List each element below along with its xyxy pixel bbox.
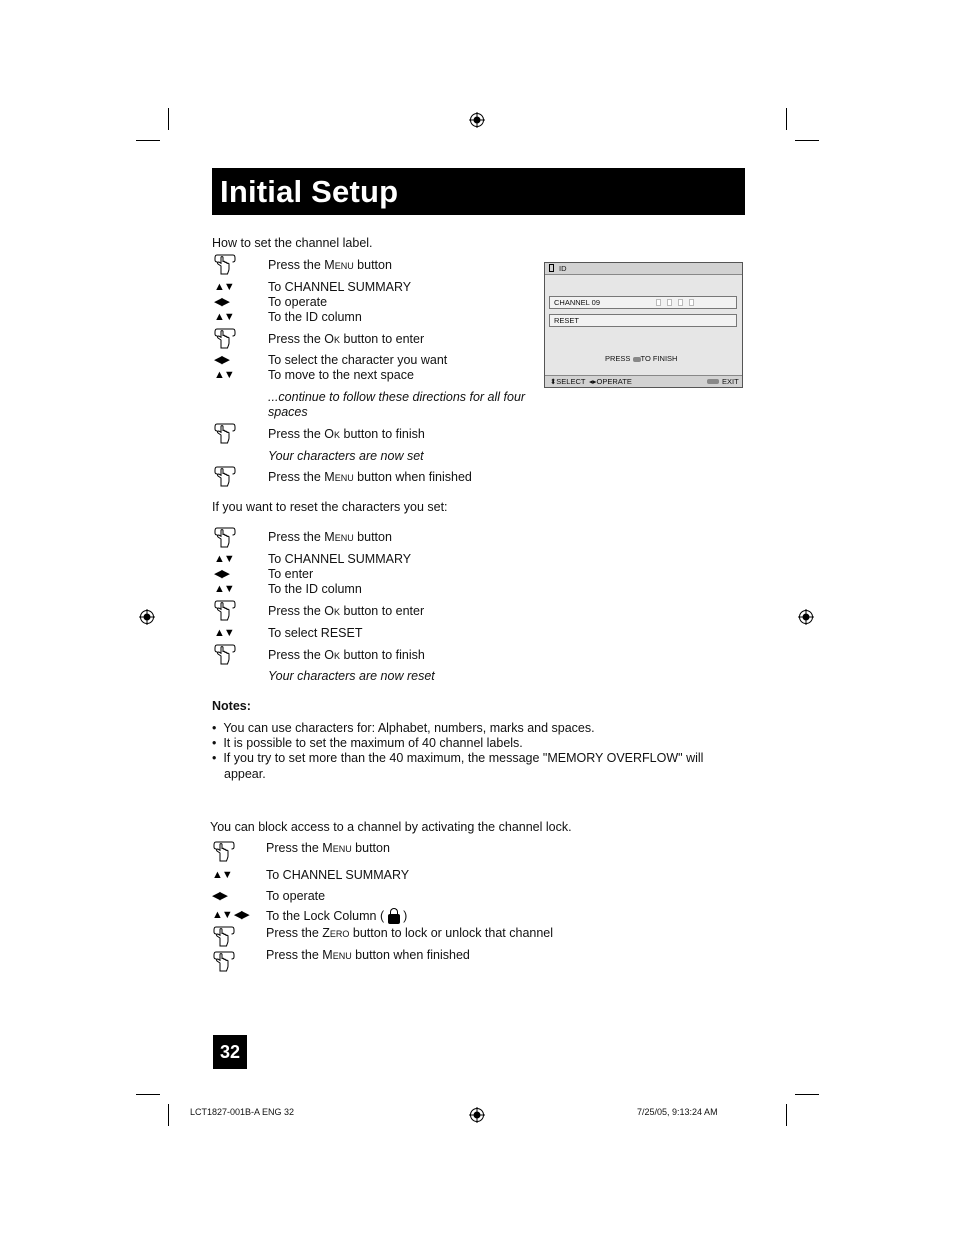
registration-mark-icon: [469, 1107, 485, 1123]
section-intro: You can block access to a channel by activating the channel lock.: [210, 820, 572, 834]
crop-mark: [786, 1104, 787, 1126]
step-text: To the ID column: [268, 582, 362, 596]
note-item: • If you try to set more than the 40 maximum, the message "MEMORY OVERFLOW" will: [212, 751, 704, 765]
up-down-arrow-icon: ▲▼: [214, 583, 234, 595]
osd-reset-label: RESET: [554, 316, 580, 325]
up-down-arrow-icon: ▲▼: [214, 281, 234, 293]
lock-icon: [388, 908, 400, 924]
step-text: Press the Ok button to enter: [268, 604, 425, 618]
hand-press-icon: [213, 526, 237, 550]
registration-mark-icon: [469, 112, 485, 128]
footer-right: 7/25/05, 9:13:24 AM: [637, 1107, 718, 1117]
step-text: Press the Menu button: [266, 841, 390, 855]
left-right-arrow-icon: ◀▶: [212, 890, 227, 902]
osd-channel-label: CHANNEL 09: [554, 298, 600, 307]
step-text: To CHANNEL SUMMARY: [268, 280, 412, 294]
page-number: 32: [213, 1035, 247, 1069]
hand-press-icon: [213, 465, 237, 489]
note-item: • You can use characters for: Alphabet, numbers, marks and spaces.: [212, 721, 595, 735]
crop-mark: [136, 1094, 160, 1095]
registration-mark-icon: [798, 609, 814, 625]
osd-char-slot: [689, 299, 694, 306]
osd-char-slot: [667, 299, 672, 306]
step-note: spaces: [268, 405, 308, 419]
ok-button-icon: [633, 357, 641, 362]
up-down-arrow-icon: ▲▼: [214, 311, 234, 323]
crop-mark: [168, 108, 169, 130]
crop-mark: [136, 140, 160, 141]
hand-press-icon: [213, 643, 237, 667]
hand-press-icon: [212, 840, 236, 864]
hand-press-icon: [213, 599, 237, 623]
osd-footer-select: ⬍SELECT: [550, 377, 586, 386]
step-note: ...continue to follow these directions for all four: [268, 390, 526, 404]
up-down-arrow-icon: ▲▼: [214, 553, 234, 565]
crop-mark: [795, 140, 819, 141]
osd-screen: [544, 262, 743, 388]
title-bar: [212, 168, 745, 215]
osd-channel-field: [549, 296, 737, 309]
registration-mark-icon: [139, 609, 155, 625]
step-text: Press the Ok button to finish: [268, 427, 425, 441]
left-right-arrow-icon: ◀▶: [214, 296, 229, 308]
osd-reset-field: [549, 314, 737, 327]
step-text: Press the Ok button to enter: [268, 332, 425, 346]
crop-mark: [786, 108, 787, 130]
osd-footer: [545, 375, 742, 387]
step-text: To CHANNEL SUMMARY: [266, 868, 410, 882]
step-text: Press the Zero button to lock or unlock that channel: [266, 926, 554, 940]
step-text: To enter: [268, 567, 314, 581]
crop-mark: [168, 1104, 169, 1126]
osd-footer-exit: EXIT: [722, 377, 739, 386]
page-title: Initial Setup: [220, 174, 399, 209]
step-text: To select RESET: [268, 626, 363, 640]
step-text: Press the Menu button: [268, 258, 392, 272]
step-text: To operate: [268, 295, 328, 309]
step-text: To operate: [266, 889, 326, 903]
step-note: Your characters are now set: [268, 449, 424, 463]
osd-press-hint: PRESS TO FINISH: [605, 354, 678, 363]
up-down-arrow-icon: ▲▼: [214, 627, 234, 639]
note-item-cont: appear.: [224, 767, 266, 781]
step-text: To the Lock Column ( ): [266, 909, 408, 923]
menu-button-icon: [707, 379, 719, 384]
crop-mark: [795, 1094, 819, 1095]
hand-press-icon: [213, 253, 237, 277]
hand-press-icon: [213, 327, 237, 351]
osd-char-slot: [656, 299, 661, 306]
osd-header-label: ID: [559, 264, 567, 273]
hand-press-icon: [213, 422, 237, 446]
footer-left: LCT1827-001B-A ENG 32: [190, 1107, 295, 1117]
step-text: Press the Menu button: [268, 530, 392, 544]
note-item: • It is possible to set the maximum of 40 channel labels.: [212, 736, 523, 750]
up-down-arrow-icon: ▲▼: [214, 369, 234, 381]
step-text: To select the character you want: [268, 353, 448, 367]
step-text: Press the Menu button when finished: [266, 948, 470, 962]
hand-press-icon: [212, 925, 236, 949]
osd-lock-icon: [549, 264, 554, 272]
section-intro: If you want to reset the characters you set:: [212, 500, 448, 514]
osd-footer-operate: ◂▸OPERATE: [589, 377, 632, 386]
step-note: Your characters are now reset: [268, 669, 435, 683]
left-right-arrow-icon: ◀▶: [214, 568, 229, 580]
up-down-left-right-arrow-icon: ▲▼ ◀▶: [212, 909, 249, 921]
step-text: Press the Ok button to finish: [268, 648, 425, 662]
step-text: To the ID column: [268, 310, 362, 324]
step-text: To move to the next space: [268, 368, 414, 382]
step-text: To CHANNEL SUMMARY: [268, 552, 412, 566]
left-right-arrow-icon: ◀▶: [214, 354, 229, 366]
hand-press-icon: [212, 950, 236, 974]
osd-header: [545, 263, 742, 275]
osd-char-slot: [678, 299, 683, 306]
up-down-arrow-icon: ▲▼: [212, 869, 232, 881]
section-intro: How to set the channel label.: [212, 236, 373, 250]
notes-heading: Notes:: [212, 699, 251, 713]
step-text: Press the Menu button when finished: [268, 470, 472, 484]
